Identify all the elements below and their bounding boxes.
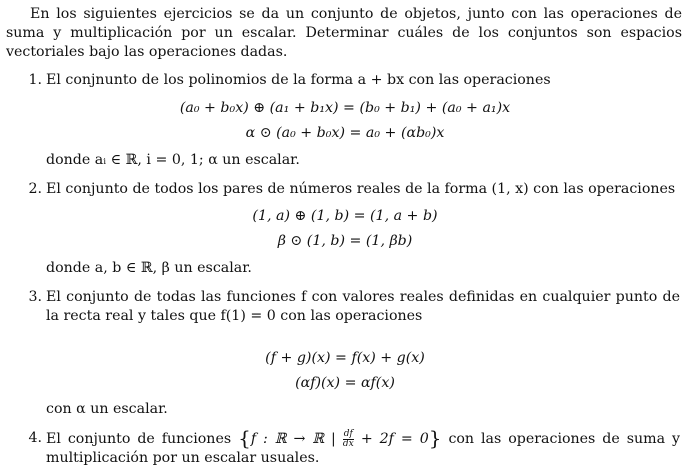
set-close-brace: }: [428, 426, 442, 450]
item-text: El conjnunto de los polinomios de la forma a + bx con las operaciones: [46, 72, 551, 88]
item-text: [46, 426, 680, 468]
item-text-after: con las operaciones de suma y multiplicación por un escalar usuales.: [46, 431, 680, 466]
item-note: con α un escalar.: [46, 401, 168, 417]
equation-scalar-2: β ⊙ (1, b) = (1, βb): [277, 233, 413, 249]
item-text: El conjunto de todos los pares de números reales de la forma (1, x) con las operaciones: [46, 181, 676, 197]
equation-sum-3: (f + g)(x) = f(x) + g(x): [265, 350, 425, 366]
equation-sum-2: (1, a) ⊕ (1, b) = (1, a + b): [252, 208, 438, 224]
derivative-fraction: [343, 430, 354, 449]
item-note: donde aᵢ ∈ ℝ, i = 0, 1; α un escalar.: [46, 152, 300, 168]
item-text: El conjunto de todas las funciones f con valores reales definidas en cualquier punto de la recta real y tales que f(1) = 0 con las operaciones: [46, 289, 680, 324]
equation-scalar-1: α ⊙ (a₀ + b₀x) = a₀ + (αb₀)x: [245, 125, 445, 141]
item-number: 4.: [28, 430, 42, 446]
set-body: f : ℝ → ℝ |: [250, 431, 343, 447]
fraction-denominator: dx: [342, 438, 354, 449]
item-number: 2.: [28, 181, 42, 197]
item-number: 1.: [28, 72, 42, 88]
fraction-numerator: df: [343, 428, 353, 439]
equation-sum-1: (a₀ + b₀x) ⊕ (a₁ + b₁x) = (b₀ + b₁) + (a₀ + a₁)x: [179, 100, 511, 116]
equation-scalar-3: (αf)(x) = αf(x): [295, 375, 395, 391]
set-tail: + 2f = 0: [353, 431, 429, 447]
item-text-before: El conjunto de funciones: [46, 431, 232, 447]
item-note: donde a, b ∈ ℝ, β un escalar.: [46, 260, 252, 276]
item-number: 3.: [28, 289, 42, 305]
set-open-brace: {: [238, 426, 251, 450]
intro-paragraph: En los siguientes ejercicios se da un conjunto de objetos, junto con las operaciones de suma y multiplicación por un escalar. Determinar cuáles de los conjuntos son espacios vectoriales bajo las operaciones dadas.: [6, 6, 682, 60]
